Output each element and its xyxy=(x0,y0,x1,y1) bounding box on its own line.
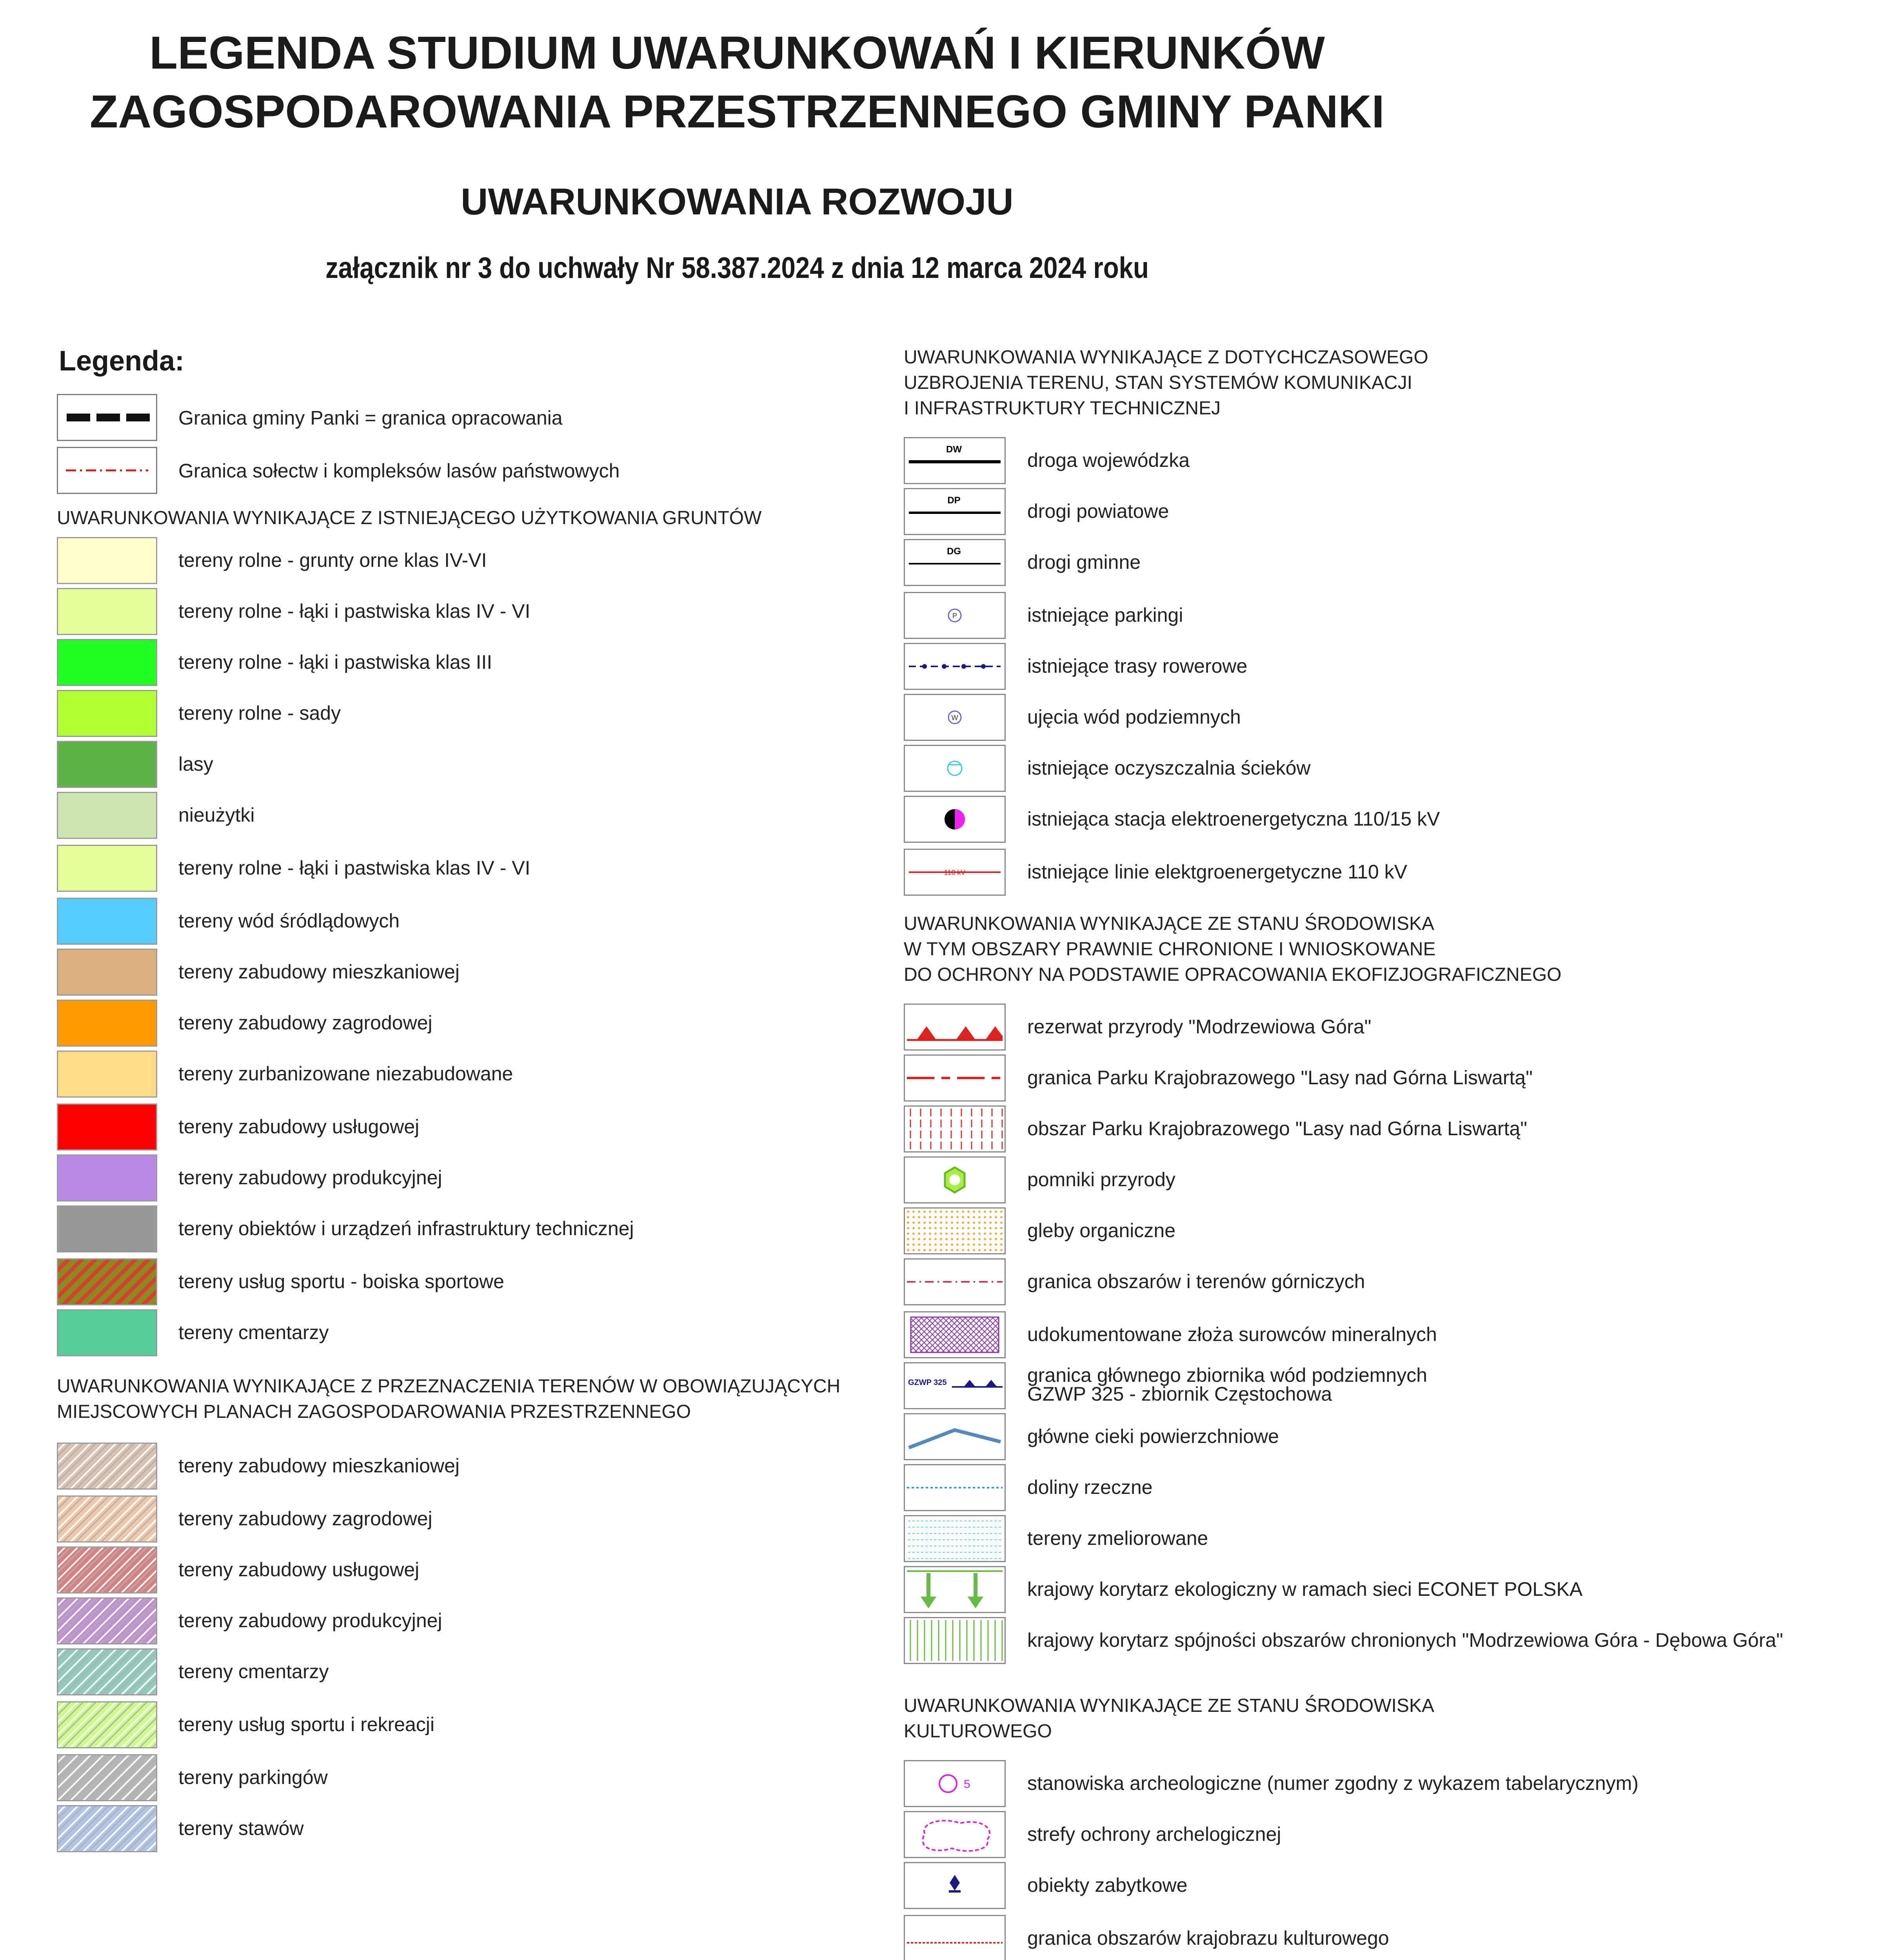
label-infra-6: istniejące oczyszczalnia ścieków xyxy=(1027,757,1311,779)
left-section2-title-1: UWARUNKOWANIA WYNIKAJĄCE Z PRZEZNACZENIA TERENÓW W OBOWIĄZUJĄCYCH xyxy=(57,1376,841,1397)
symbol-env-5 xyxy=(904,1258,1006,1305)
label-landuse-4: lasy xyxy=(178,753,213,775)
symbol-infra-6 xyxy=(904,745,1006,792)
swatch-landuse-11 xyxy=(57,1103,157,1151)
symbol-env-0 xyxy=(904,1004,1006,1051)
symbol-infra-3 xyxy=(904,592,1006,639)
swatch-plan-4 xyxy=(57,1648,157,1695)
swatch-landuse-13 xyxy=(57,1205,157,1252)
label-infra-2: drogi gminne xyxy=(1027,551,1141,573)
right-section1-title-1: UWARUNKOWANIA WYNIKAJĄCE Z DOTYCHCZASOWEGO xyxy=(904,347,1428,368)
right-section2-title-1: UWARUNKOWANIA WYNIKAJĄCE ZE STANU ŚRODOWISKA xyxy=(904,913,1434,934)
swatch-landuse-12 xyxy=(57,1154,157,1201)
symbol-solectwo-boundary xyxy=(57,447,157,494)
symbol-env-8 xyxy=(904,1413,1006,1460)
swatch-landuse-1 xyxy=(57,588,157,635)
svg-text:P: P xyxy=(952,612,957,620)
title-line1: LEGENDA STUDIUM UWARUNKOWAŃ I KIERUNKÓW xyxy=(149,27,1325,79)
symbol-infra-5 xyxy=(904,694,1006,741)
swatch-plan-2 xyxy=(57,1546,157,1593)
swatch-landuse-8 xyxy=(57,949,157,996)
label-plan-7: tereny stawów xyxy=(178,1817,304,1839)
symbol-env-10 xyxy=(904,1515,1006,1562)
symbol-env-6 xyxy=(904,1311,1006,1358)
swatch-landuse-0 xyxy=(57,537,157,584)
symbol-env-4 xyxy=(904,1207,1006,1254)
swatch-landuse-6 xyxy=(57,845,157,892)
label-infra-0: droga wojewódzka xyxy=(1027,449,1190,471)
svg-text:W: W xyxy=(951,714,958,722)
label-culture-3: granica obszarów krajobrazu kulturowego xyxy=(1027,1927,1389,1949)
symbol-culture-3 xyxy=(904,1915,1006,1960)
label-landuse-0: tereny rolne - grunty orne klas IV-VI xyxy=(178,549,487,571)
right-section1-title-2: UZBROJENIA TERENU, STAN SYSTEMÓW KOMUNIKACJI xyxy=(904,372,1413,393)
swatch-plan-1 xyxy=(57,1495,157,1543)
label-landuse-6: tereny rolne - łąki i pastwiska klas IV - VI xyxy=(178,857,530,879)
label-landuse-3: tereny rolne - sady xyxy=(178,702,341,724)
label-infra-5: ujęcia wód podziemnych xyxy=(1027,706,1241,728)
swatch-landuse-14 xyxy=(57,1258,157,1305)
symbol-infra-0 xyxy=(904,437,1006,484)
left-section1-title: UWARUNKOWANIA WYNIKAJĄCE Z ISTNIEJĄCEGO UŻYTKOWANIA GRUNTÓW xyxy=(57,508,762,528)
swatch-landuse-4 xyxy=(57,741,157,788)
svg-text:GZWP 325: GZWP 325 xyxy=(908,1378,947,1387)
label-env-1: granica Parku Krajobrazowego "Lasy nad Górna Liswartą" xyxy=(1027,1067,1533,1089)
label-landuse-5: nieużytki xyxy=(178,804,255,826)
label-landuse-10: tereny zurbanizowane niezabudowane xyxy=(178,1063,513,1085)
label-landuse-8: tereny zabudowy mieszkaniowej xyxy=(178,961,460,983)
label-gmina-boundary: Granica gminy Panki = granica opracowania xyxy=(178,407,563,429)
label-infra-1: drogi powiatowe xyxy=(1027,500,1169,522)
label-culture-1: strefy ochrony archelogicznej xyxy=(1027,1823,1281,1845)
symbol-infra-4 xyxy=(904,643,1006,690)
label-env-12: krajowy korytarz spójności obszarów chronionych "Modrzewiowa Góra - Dębowa Góra" xyxy=(1027,1629,1783,1651)
label-plan-4: tereny cmentarzy xyxy=(178,1661,329,1682)
symbol-culture-2 xyxy=(904,1862,1006,1909)
swatch-landuse-7 xyxy=(57,898,157,945)
svg-text:DW: DW xyxy=(946,444,962,455)
svg-text:DG: DG xyxy=(947,546,961,557)
label-env-6: udokumentowane złoża surowców mineralnych xyxy=(1027,1323,1437,1345)
label-landuse-13: tereny obiektów i urządzeń infrastruktury technicznej xyxy=(178,1218,634,1240)
symbol-env-12 xyxy=(904,1617,1006,1664)
label-landuse-12: tereny zabudowy produkcyjnej xyxy=(178,1167,442,1189)
label-culture-0: stanowiska archeologiczne (numer zgodny z wykazem tabelarycznym) xyxy=(1027,1772,1639,1794)
label-env-4: gleby organiczne xyxy=(1027,1220,1176,1241)
label-landuse-11: tereny zabudowy usługowej xyxy=(178,1116,420,1138)
symbol-env-3 xyxy=(904,1156,1006,1203)
swatch-plan-7 xyxy=(57,1805,157,1852)
label-plan-0: tereny zabudowy mieszkaniowej xyxy=(178,1455,460,1477)
label-landuse-7: tereny wód śródlądowych xyxy=(178,910,400,932)
swatch-landuse-10 xyxy=(57,1051,157,1098)
swatch-landuse-2 xyxy=(57,639,157,686)
right-section2-title-3: DO OCHRONY NA PODSTAWIE OPRACOWANIA EKOFIZJOGRAFICZNEGO xyxy=(904,964,1562,985)
label-landuse-14: tereny usług sportu - boiska sportowe xyxy=(178,1270,504,1292)
swatch-landuse-3 xyxy=(57,690,157,737)
label-env-10: tereny zmeliorowane xyxy=(1027,1527,1208,1549)
symbol-infra-1 xyxy=(904,488,1006,535)
symbol-env-1 xyxy=(904,1054,1006,1102)
label-env-7-b: GZWP 325 - zbiornik Częstochowa xyxy=(1027,1383,1332,1405)
label-plan-3: tereny zabudowy produkcyjnej xyxy=(178,1610,442,1632)
label-infra-8: istniejące linie elektgroenergetyczne 110 kV xyxy=(1027,861,1408,883)
symbol-infra-2 xyxy=(904,539,1006,586)
svg-text:DP: DP xyxy=(947,495,961,506)
label-infra-3: istniejące parkingi xyxy=(1027,604,1183,626)
left-section2-title-2: MIEJSCOWYCH PLANACH ZAGOSPODAROWANIA PRZESTRZENNEGO xyxy=(57,1401,691,1422)
label-landuse-1: tereny rolne - łąki i pastwiska klas IV - VI xyxy=(178,600,530,622)
label-landuse-9: tereny zabudowy zagrodowej xyxy=(178,1012,432,1034)
right-section1-title-3: I INFRASTRUKTURY TECHNICZNEJ xyxy=(904,398,1221,419)
symbol-env-9 xyxy=(904,1464,1006,1511)
subtitle: załącznik nr 3 do uchwały Nr 58.387.2024 z dnia 12 marca 2024 roku xyxy=(325,251,1149,285)
swatch-plan-3 xyxy=(57,1597,157,1644)
label-culture-2: obiekty zabytkowe xyxy=(1027,1874,1188,1896)
right-section3-title-1: UWARUNKOWANIA WYNIKAJĄCE ZE STANU ŚRODOWISKA xyxy=(904,1695,1434,1716)
legend-heading: Legenda: xyxy=(59,345,185,377)
symbol-culture-1 xyxy=(904,1811,1006,1858)
right-section2-title-2: W TYM OBSZARY PRAWNIE CHRONIONE I WNIOSKOWANE xyxy=(904,939,1436,960)
label-plan-6: tereny parkingów xyxy=(178,1766,328,1788)
swatch-plan-0 xyxy=(57,1443,157,1490)
label-env-5: granica obszarów i terenów górniczych xyxy=(1027,1270,1365,1292)
symbol-env-2 xyxy=(904,1105,1006,1152)
swatch-landuse-15 xyxy=(57,1309,157,1356)
swatch-plan-5 xyxy=(57,1701,157,1748)
label-plan-1: tereny zabudowy zagrodowej xyxy=(178,1508,432,1530)
symbol-gmina-boundary xyxy=(57,394,157,441)
label-solectwo-boundary: Granica sołectw i kompleksów lasów państwowych xyxy=(178,460,620,482)
title-line2: ZAGOSPODAROWANIA PRZESTRZENNEGO GMINY PANKI xyxy=(90,86,1384,138)
symbol-env-7 xyxy=(904,1362,1006,1409)
symbol-infra-7 xyxy=(904,796,1006,843)
right-section3-title-2: KULTUROWEGO xyxy=(904,1721,1052,1742)
label-env-8: główne cieki powierzchniowe xyxy=(1027,1425,1279,1447)
label-landuse-15: tereny cmentarzy xyxy=(178,1321,329,1343)
label-env-11: krajowy korytarz ekologiczny w ramach sieci ECONET POLSKA xyxy=(1027,1578,1583,1600)
label-infra-7: istniejąca stacja elektroenergetyczna 110/15 kV xyxy=(1027,808,1440,830)
symbol-infra-8 xyxy=(904,849,1006,896)
label-plan-5: tereny usług sportu i rekreacji xyxy=(178,1713,435,1735)
svg-text:110 kV: 110 kV xyxy=(944,869,966,877)
swatch-landuse-9 xyxy=(57,1000,157,1047)
label-env-9: doliny rzeczne xyxy=(1027,1476,1153,1498)
symbol-env-11 xyxy=(904,1566,1006,1613)
label-env-7: granica głównego zbiornika wód podziemnych xyxy=(1027,1364,1428,1386)
symbol-culture-0 xyxy=(904,1760,1006,1807)
svg-text:5: 5 xyxy=(964,1778,970,1791)
label-env-3: pomniki przyrody xyxy=(1027,1169,1175,1191)
label-infra-4: istniejące trasy rowerowe xyxy=(1027,655,1248,677)
title-line3: UWARUNKOWANIA ROZWOJU xyxy=(461,181,1014,223)
swatch-plan-6 xyxy=(57,1754,157,1801)
label-plan-2: tereny zabudowy usługowej xyxy=(178,1559,420,1581)
label-env-2: obszar Parku Krajobrazowego "Lasy nad Górna Liswartą" xyxy=(1027,1118,1528,1140)
label-env-0: rezerwat przyrody "Modrzewiowa Góra" xyxy=(1027,1016,1372,1038)
label-landuse-2: tereny rolne - łąki i pastwiska klas III xyxy=(178,651,492,673)
swatch-landuse-5 xyxy=(57,792,157,839)
